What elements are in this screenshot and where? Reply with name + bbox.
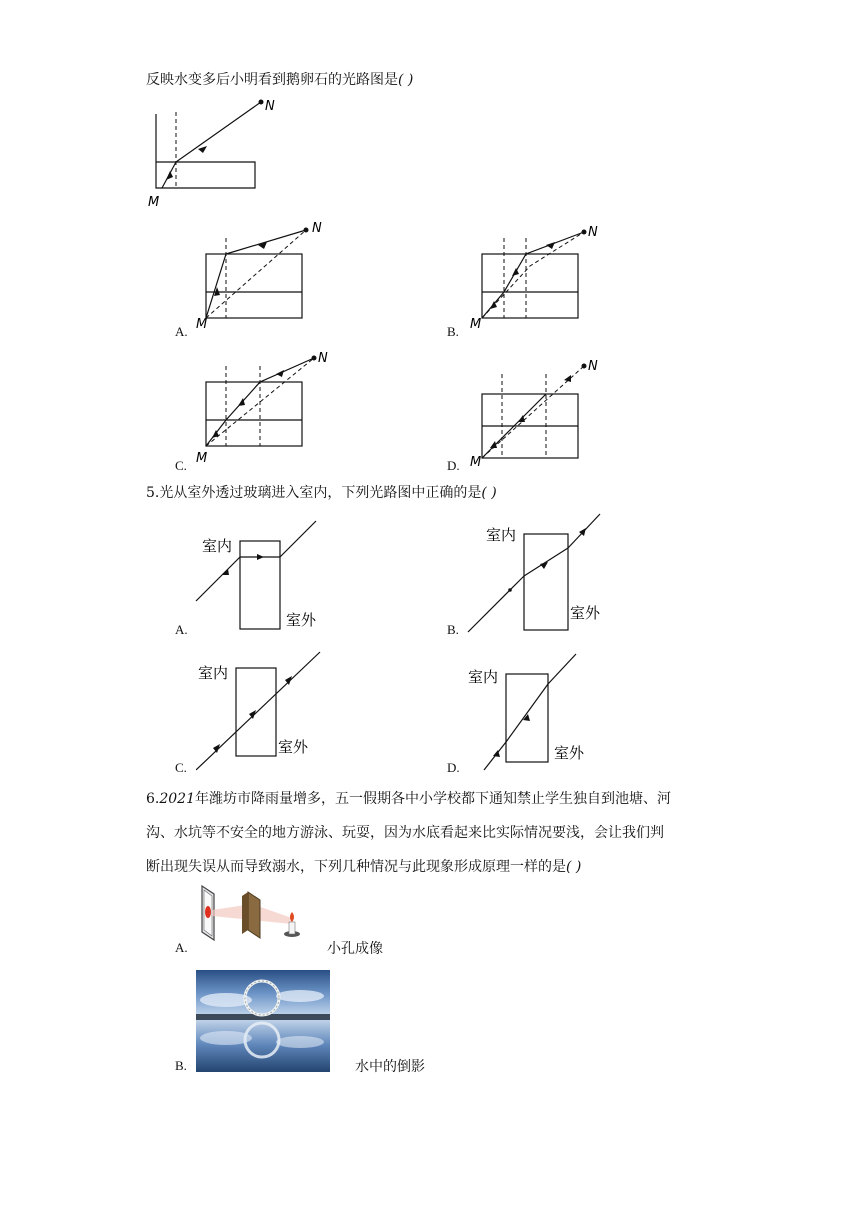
q6-number: 6. (146, 791, 160, 807)
q6-line-1 (146, 782, 726, 816)
q5-b-label-in: 室内 (486, 526, 517, 544)
q4-c-label-m: M (196, 451, 208, 466)
q6-option-a-pinhole-image (192, 882, 312, 944)
q5-option-d-letter[interactable]: D. (447, 760, 460, 775)
q6-line-2: 沟、水坑等不安全的地方游泳、玩耍，因为水底看起来比实际情况要浅，会让我们判 (146, 825, 664, 841)
q5-number: 5. (146, 485, 160, 501)
q4-option-c-figure (196, 350, 346, 470)
q4-reference-figure (140, 92, 290, 212)
q5-paren: ( ) (481, 485, 497, 501)
q5-option-c-letter[interactable]: C. (175, 760, 187, 775)
q5-option-b-letter[interactable]: B. (447, 622, 459, 637)
q4-a-label-m: M (196, 317, 208, 332)
q4-c-label-n: N (318, 351, 328, 366)
q4-ref-label-m: M (148, 195, 160, 210)
q6-line-3 (146, 850, 726, 884)
q6-line-3-text: 断出现失误从而导致溺水，下列几种情况与此现象形成原理一样的是 (146, 859, 566, 875)
q5-d-label-out: 室外 (554, 744, 585, 762)
q4-b-label-n: N (588, 225, 598, 240)
q6-paren: ( ) (566, 859, 582, 875)
q5-stem-text: 光从室外透过玻璃进入室内，下列光路图中正确的是 (159, 485, 482, 501)
q5-b-label-out: 室外 (570, 604, 601, 622)
q5-option-b-figure (464, 510, 614, 635)
q5-a-label-out: 室外 (286, 611, 317, 629)
q6-option-a-caption: 小孔成像 (327, 941, 383, 957)
q4-option-c-letter[interactable]: C. (175, 458, 187, 473)
q4-stem-text: 反映水变多后小明看到鹅卵石的光路图是 (146, 72, 398, 88)
question-5-stem (146, 483, 497, 503)
q4-option-b-letter[interactable]: B. (447, 324, 459, 339)
question-4-stem (146, 70, 413, 90)
q4-ref-label-n: N (265, 99, 275, 114)
q4-option-a-figure (196, 214, 336, 334)
q5-option-d-figure (464, 648, 614, 773)
q5-c-label-in: 室内 (198, 664, 229, 682)
q5-c-label-out: 室外 (278, 738, 309, 756)
q4-option-a-letter[interactable]: A. (175, 324, 188, 339)
q4-d-label-n: N (588, 359, 598, 374)
q4-option-d-letter[interactable]: D. (447, 458, 460, 473)
q5-d-label-in: 室内 (468, 668, 499, 686)
q5-option-c-figure (196, 648, 336, 773)
q4-option-d-figure (470, 350, 620, 470)
q6-option-b-letter[interactable]: B. (175, 1058, 187, 1073)
q5-option-a-figure (192, 515, 332, 635)
question-6-stem (146, 782, 726, 884)
q5-option-a-letter[interactable]: A. (175, 622, 188, 637)
q4-a-label-n: N (312, 221, 322, 236)
q4-d-label-m: M (470, 455, 482, 470)
q4-option-b-figure (470, 214, 620, 334)
q4-paren: ( ) (398, 72, 414, 88)
q6-year: 2021 (159, 791, 195, 807)
q5-a-label-in: 室内 (202, 537, 233, 555)
q6-option-a-letter[interactable]: A. (175, 940, 188, 955)
q6-line-1-text: 年潍坊市降雨量增多，五一假期各中小学校都下通知禁止学生独自到池塘、河 (195, 791, 671, 807)
q4-b-label-m: M (470, 317, 482, 332)
q6-option-b-reflection-image (196, 970, 330, 1072)
q6-option-b-caption: 水中的倒影 (355, 1059, 425, 1075)
